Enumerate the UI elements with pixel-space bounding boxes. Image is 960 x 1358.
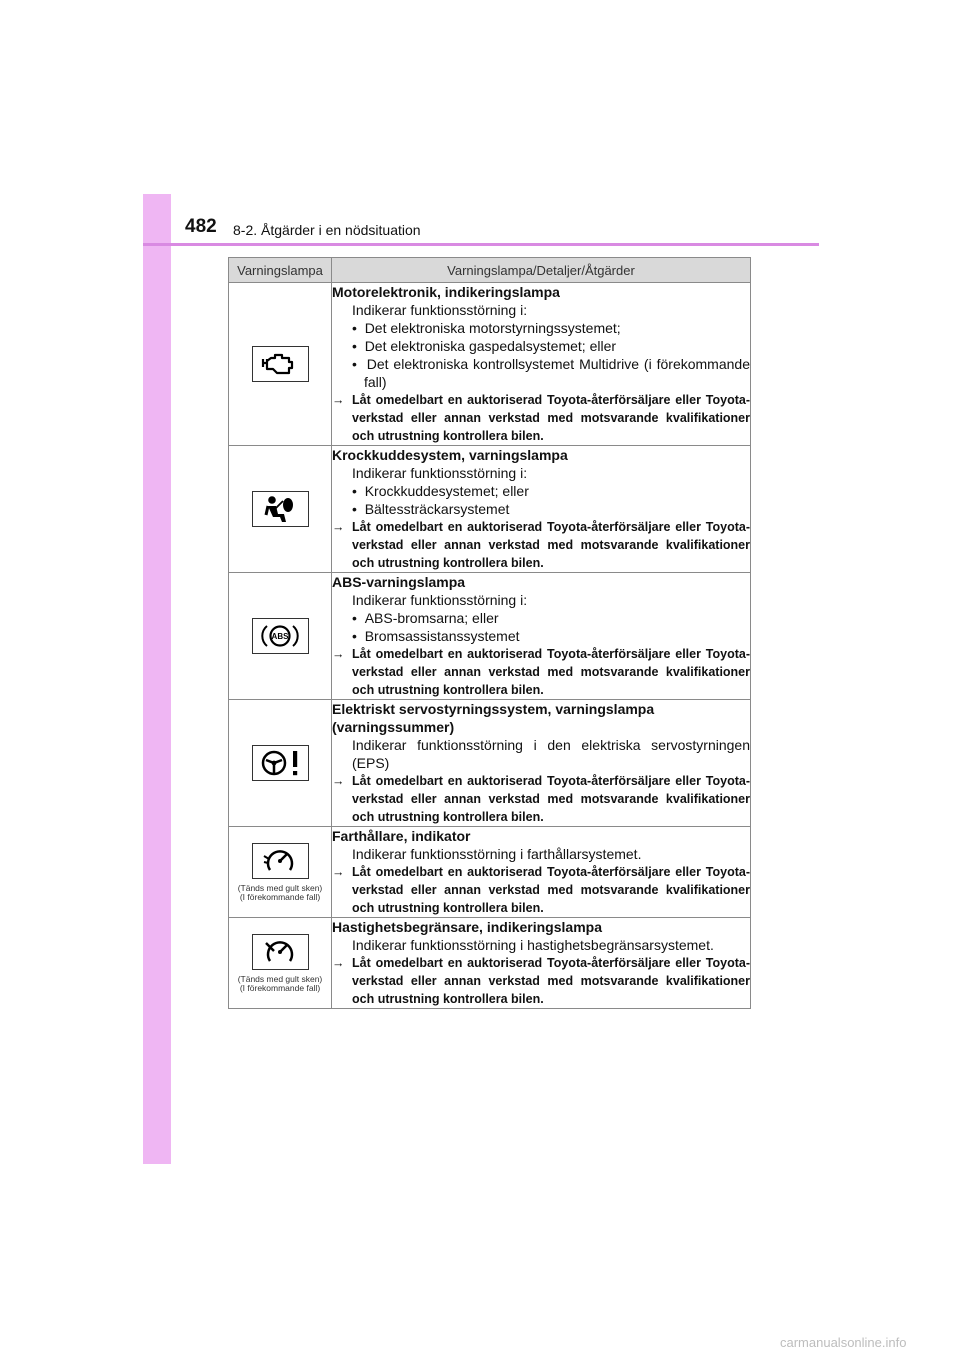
arrow-right-icon: → [332, 647, 345, 661]
header-divider [143, 243, 819, 246]
arrow-right-icon: → [332, 774, 345, 788]
table-row [229, 573, 751, 700]
chapter-sidebar [143, 194, 171, 1164]
icon-note: (Tänds med gult sken) (I förekommande fall) [237, 973, 323, 993]
bullet-item: • Bältessträckarsystemet [352, 501, 510, 517]
arrow-right-icon: → [332, 956, 345, 970]
action-text: → Låt omedelbart en auktoriserad Toyota-återförsäljare eller Toyota-verkstad eller annan verkstad med motsvarande kvalifikationer och utrustning kontrollera bilen. [332, 774, 750, 824]
icon-cell [229, 446, 332, 573]
table-row [229, 446, 751, 573]
table-row [229, 700, 751, 827]
airbag-icon [252, 491, 309, 527]
cruise-control-icon [252, 843, 309, 879]
table-row [229, 827, 751, 918]
bullet-item: • Det elektroniska motorstyrningssystemet; [352, 320, 621, 336]
column-header-warning-light: Varningslampa [229, 258, 332, 283]
arrow-right-icon: → [332, 393, 345, 407]
icon-note: (Tänds med gult sken) (I förekommande fall) [237, 882, 323, 902]
row-line: Indikerar funktionsstörning i farthållarsystemet. [352, 846, 642, 862]
row-line: Indikerar funktionsstörning i: [352, 465, 528, 481]
table-header-row [229, 258, 751, 283]
arrow-right-icon: → [332, 865, 345, 879]
action-text: → Låt omedelbart en auktoriserad Toyota-återförsäljare eller Toyota-verkstad eller annan verkstad med motsvarande kvalifikationer och utrustning kontrollera bilen. [332, 865, 750, 915]
column-header-details: Varningslampa/Detaljer/Åtgärder [332, 258, 751, 283]
row-line: Indikerar funktionsstörning i: [352, 302, 528, 318]
bullet-item: • Krockkuddesystemet; eller [352, 483, 529, 499]
table-row [229, 918, 751, 1009]
abs-icon [252, 618, 309, 654]
row-line: Indikerar funktionsstörning i hastighetsbegränsarsystemet. [352, 937, 714, 953]
icon-cell [229, 573, 332, 700]
page-number: 482 [185, 216, 217, 237]
row-title: Hastighetsbegränsare, indikeringslampa [332, 919, 602, 935]
warning-light-table [228, 257, 751, 1009]
icon-cell [229, 827, 332, 918]
table-row [229, 283, 751, 446]
section-title: 8-2. Åtgärder i en nödsituation [233, 222, 421, 238]
row-title: Motorelektronik, indikeringslampa [332, 284, 560, 300]
icon-cell [229, 700, 332, 827]
arrow-right-icon: → [332, 520, 345, 534]
watermark: carmanualsonline.info [780, 1335, 907, 1350]
svg-text:ABS: ABS [271, 632, 289, 642]
action-text: → Låt omedelbart en auktoriserad Toyota-återförsäljare eller Toyota-verkstad eller annan verkstad med motsvarande kvalifikationer och utrustning kontrollera bilen. [332, 956, 750, 1006]
row-title: Farthållare, indikator [332, 828, 471, 844]
icon-cell [229, 918, 332, 1009]
row-line: Indikerar funktionsstörning i: [352, 592, 528, 608]
row-title: ABS-varningslampa [332, 574, 466, 590]
bullet-item: • ABS-bromsarna; eller [352, 610, 499, 626]
steering-warning-icon [252, 745, 309, 781]
action-text: → Låt omedelbart en auktoriserad Toyota-återförsäljare eller Toyota-verkstad eller annan verkstad med motsvarande kvalifikationer och utrustning kontrollera bilen. [332, 647, 750, 697]
check-engine-icon [252, 346, 309, 382]
bullet-item: • Bromsassistanssystemet [352, 628, 520, 644]
row-line: Indikerar funktionsstörning i den elektriska servostyrningen (EPS) [352, 737, 750, 771]
action-text: → Låt omedelbart en auktoriserad Toyota-återförsäljare eller Toyota-verkstad eller annan verkstad med motsvarande kvalifikationer och utrustning kontrollera bilen. [332, 393, 750, 443]
row-title: Krockkuddesystem, varningslampa [332, 447, 568, 463]
action-text: → Låt omedelbart en auktoriserad Toyota-återförsäljare eller Toyota-verkstad eller annan verkstad med motsvarande kvalifikationer och utrustning kontrollera bilen. [332, 520, 750, 570]
bullet-item: • Det elektroniska kontrollsystemet Multidrive (i förekommande fall) [352, 356, 750, 390]
speed-limiter-icon [252, 934, 309, 970]
icon-cell [229, 283, 332, 446]
row-title: Elektriskt servostyrningssystem, varningslampa (varningssummer) [332, 701, 655, 735]
bullet-item: • Det elektroniska gaspedalsystemet; eller [352, 338, 617, 354]
